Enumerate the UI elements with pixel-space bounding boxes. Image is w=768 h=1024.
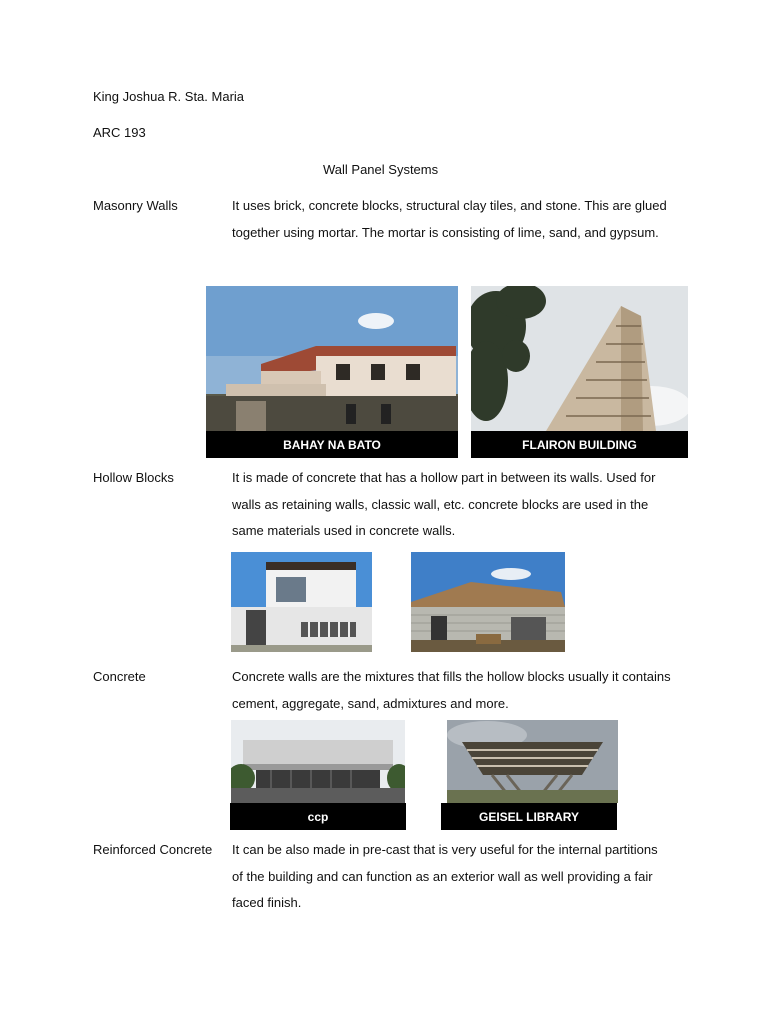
photo-modern-house	[231, 552, 372, 652]
page-title: Wall Panel Systems	[323, 162, 439, 177]
caption-flatiron-building: FLAIRON BUILDING	[471, 431, 688, 458]
caption-ccp: ccp	[230, 803, 406, 830]
term-masonry-walls: Masonry Walls	[93, 198, 178, 213]
photo-flatiron-building	[471, 286, 688, 431]
photo-hollow-block-house	[411, 552, 565, 652]
photo-bahay-na-bato	[206, 286, 458, 431]
desc-concrete: Concrete walls are the mixtures that fills the hollow blocks usually it contains cement, aggregate, sand, admixtures and more.	[232, 669, 671, 711]
desc-reinforced-concrete: It can be also made in pre-cast that is very useful for the internal partitions of the building and can function as an exterior wall as well providing a fair faced finish.	[232, 842, 658, 910]
caption-bahay-na-bato: BAHAY NA BATO	[206, 431, 458, 458]
term-hollow-blocks: Hollow Blocks	[93, 470, 174, 485]
author-name: King Joshua R. Sta. Maria	[93, 89, 245, 104]
desc-masonry-walls: It uses brick, concrete blocks, structural clay tiles, and stone. This are glued together using mortar. The mortar is consisting of lime, sand, and gypsum.	[232, 198, 667, 240]
term-reinforced-concrete: Reinforced Concrete	[93, 842, 213, 857]
caption-geisel-library: GEISEL LIBRARY	[441, 803, 617, 830]
course-code: ARC 193	[93, 125, 146, 140]
photo-geisel-library	[447, 720, 618, 803]
term-concrete: Concrete	[93, 669, 146, 684]
desc-hollow-blocks: It is made of concrete that has a hollow part in between its walls. Used for walls as retaining walls, classic wall, etc. concrete blocks are used in the same materials used in concrete walls.	[232, 470, 656, 538]
photo-ccp	[231, 720, 405, 803]
